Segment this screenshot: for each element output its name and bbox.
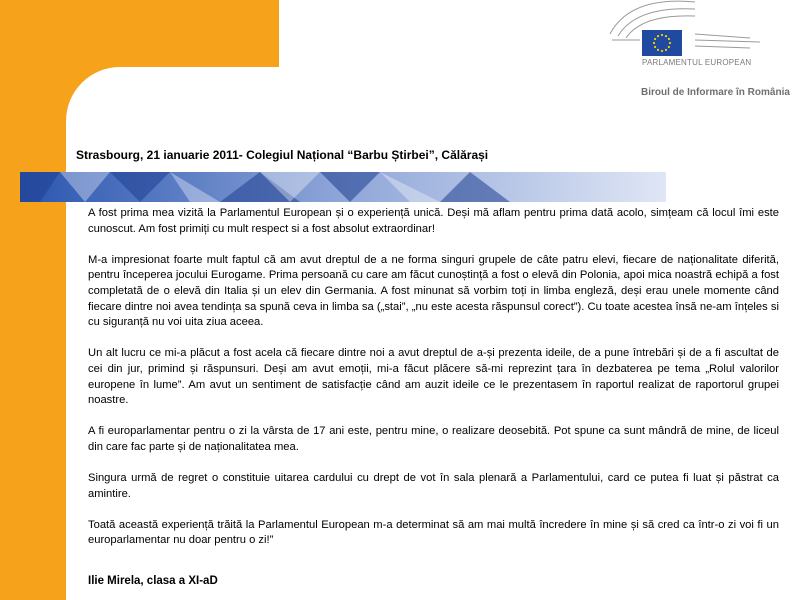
page-title: Strasbourg, 21 ianuarie 2011- Colegiul Național “Barbu Știrbei”, Călărași xyxy=(76,148,489,162)
decorative-banner xyxy=(20,172,666,202)
signature: Ilie Mirela, clasa a XI-aD xyxy=(88,575,218,587)
paragraph-6: Toată această experiență trăită la Parlamentul European m-a determinat să am mai multă încredere în mine și să cred ca într-o zi voi fi un europarlamentar nu doar pentru o zi!” xyxy=(88,518,779,547)
article-body xyxy=(88,206,779,549)
logo-caption: PARLAMENTUL EUROPEAN xyxy=(642,58,752,67)
paragraph-3: Un alt lucru ce mi-a plăcut a fost acela că fiecare dintre noi a avut dreptul de a-și prezenta ideile, de a pune întrebări și de a fi ascultat de cei din jur, primind și răspunsuri. Deși am avut emoții, mi-a făcut plăcere să-mi reprezint țara în dezbaterea pe tema „Rolul valorilor europene în lume”. Am avut un sentiment de satisfacție când am auzit ideile ce le prezentasem în raportul realizat de raportorul grupei noastre. xyxy=(88,347,779,407)
paragraph-2: M-a impresionat foarte mult faptul că am avut dreptul de a ne forma singuri grupele de câte patru elevi, fiecare de naționalitate diferită, pentru începerea jocului Eurogame. Prima persoană cu care am făcut cunoștință a fost o elevă din Polonia, apoi mica noastră echipă a fost completată de o elevă din Italia și un elev din Germania. A fost minunat să vorbim toți in limba engleză, deși erau unele momente când fiecare dintre noi avea tendința sa spună ceva in limba sa („stai”, „nu este acesta răspunsul corect”). Cu toate acestea însă ne-am înțeles si cu siguranță nu voi uita ziua aceea. xyxy=(88,253,779,329)
paragraph-4: A fi europarlamentar pentru o zi la vârsta de 17 ani este, pentru mine, o realizare deosebită. Pot spune ca sunt mândră de mine, de liceul din care fac parte și de naționalitatea mea. xyxy=(88,425,779,453)
paragraph-5: Singura urmă de regret o constituie uitarea cardului cu drept de vot în sala plenară a Parlamentului, card ce putea fi luat și păstrat ca amintire. xyxy=(88,472,779,500)
office-name: Biroul de Informare în România xyxy=(641,87,790,98)
parliament-emblem-icon xyxy=(600,0,800,60)
paragraph-1: A fost prima mea vizită la Parlamentul European și o experiență unică. Deși mă aflam pentru prima dată acolo, simțeam că locul îmi este cunoscut. Am fost primiți cu mult respect si a fost absolut extraordinar! xyxy=(88,207,779,235)
